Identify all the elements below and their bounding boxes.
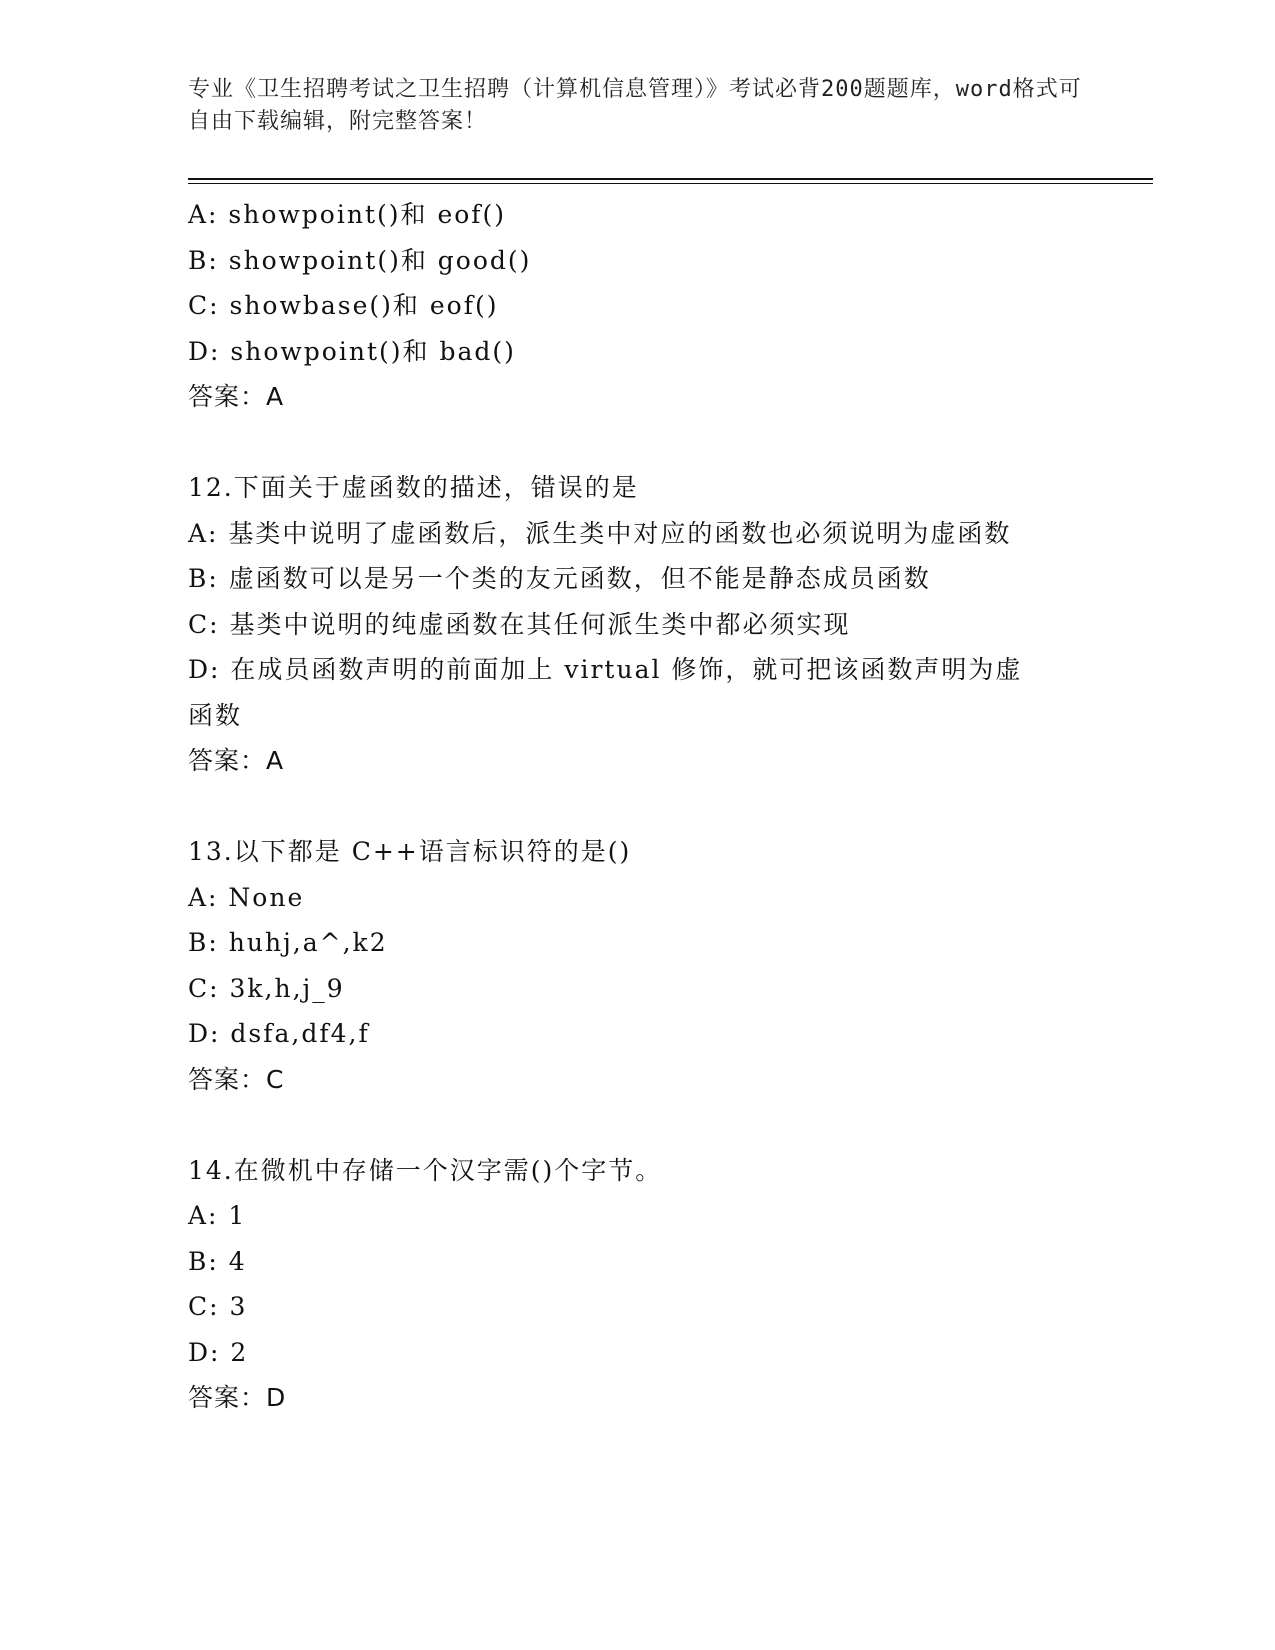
question-text: 13.以下都是 C++语言标识符的是() xyxy=(188,837,632,866)
question-list xyxy=(188,192,1088,1421)
option-a: A: None xyxy=(188,882,305,912)
document-header xyxy=(188,74,1088,138)
option-d: D: 在成员函数声明的前面加上 virtual 修饰，就可把该函数声明为虚函数 xyxy=(188,655,1023,730)
option-c: C: 3 xyxy=(188,1292,248,1321)
question-text: 14.在微机中存储一个汉字需()个字节。 xyxy=(188,1155,663,1185)
spacer xyxy=(188,420,1088,466)
header-divider-thick xyxy=(188,178,1153,180)
header-title: 专业《卫生招聘考试之卫生招聘（计算机信息管理）》考试必背200题题库，word格式可自由下载编辑，附完整答案！ xyxy=(188,77,1082,134)
question-text: 12.下面关于虚函数的描述，错误的是 xyxy=(188,473,639,502)
option-a: A: showpoint()和 eof() xyxy=(188,200,507,229)
spacer xyxy=(188,1102,1088,1148)
option-b: B: huhj,a^,k2 xyxy=(188,928,388,957)
option-b: B: showpoint()和 good() xyxy=(188,245,532,275)
answer-line: 答案：A xyxy=(188,746,285,775)
answer-line: 答案：C xyxy=(188,1064,285,1094)
question-block xyxy=(188,1148,1088,1421)
option-a: A: 基类中说明了虚函数后，派生类中对应的函数也必须说明为虚函数 xyxy=(188,518,1012,548)
header-divider-thin xyxy=(188,183,1153,184)
option-d: D: dsfa,df4,f xyxy=(188,1019,370,1048)
answer-line: 答案：A xyxy=(188,382,285,411)
option-d: D: showpoint()和 bad() xyxy=(188,336,516,366)
question-block xyxy=(188,829,1088,1102)
option-a: A: 1 xyxy=(188,1201,247,1230)
option-b: B: 虚函数可以是另一个类的友元函数，但不能是静态成员函数 xyxy=(188,564,931,593)
answer-line: 答案：D xyxy=(188,1383,287,1412)
question-block xyxy=(188,192,1088,420)
option-b: B: 4 xyxy=(188,1246,247,1276)
option-c: C: showbase()和 eof() xyxy=(188,291,499,320)
option-d: D: 2 xyxy=(188,1337,249,1367)
option-c: C: 3k,h,j_9 xyxy=(188,973,345,1003)
option-c: C: 基类中说明的纯虚函数在其任何派生类中都必须实现 xyxy=(188,609,851,639)
spacer xyxy=(188,784,1088,830)
question-block xyxy=(188,465,1088,784)
